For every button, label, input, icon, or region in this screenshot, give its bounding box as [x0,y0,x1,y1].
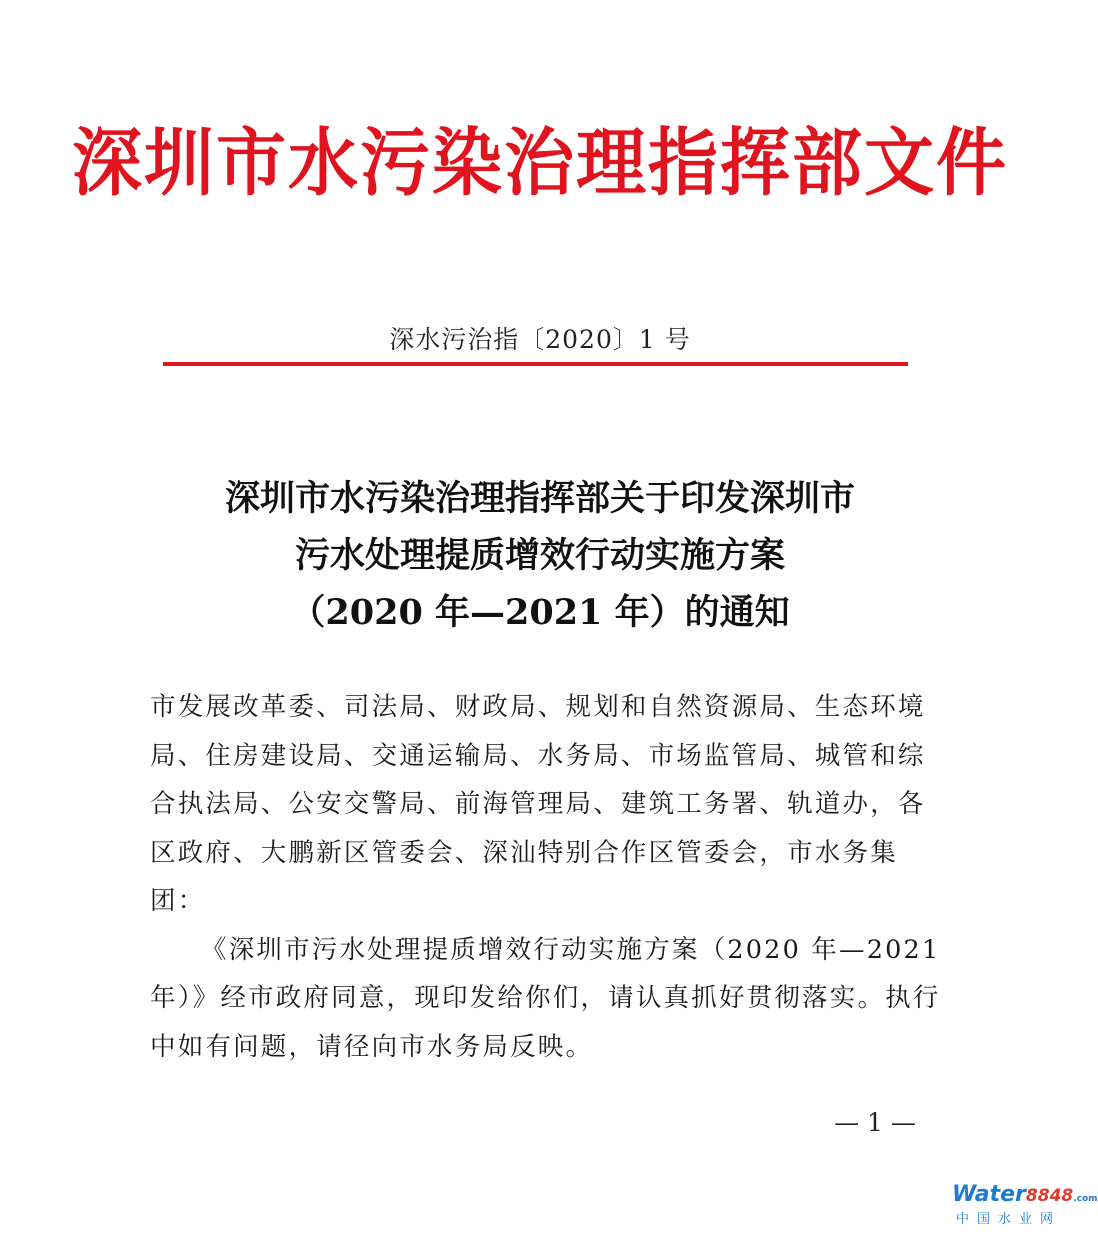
notice-title [0,470,1080,641]
watermark-brand-suffix: .com [1073,1194,1098,1204]
notice-title-line: 深圳市水污染治理指挥部关于印发深圳市 [224,478,855,519]
watermark-brand [952,1182,1098,1211]
site-watermark-logo [952,1182,1098,1231]
watermark-brand-cn: 中国水业网 [956,1212,1062,1227]
watermark-brand-prefix: Water [952,1182,1026,1207]
document-number: 深水污治指〔2020〕1 号 [389,325,691,354]
red-divider [163,362,908,366]
notice-body [150,683,945,1071]
notice-title-line: （2020 年—2021 年）的通知 [290,592,790,633]
recipients-paragraph: 市发展改革委、司法局、财政局、规划和自然资源局、生态环境局、住房建设局、交通运输局、水务局、市场监管局、城管和综合执法局、公安交警局、前海管理局、建筑工务署、轨道办，各区政府、大鹏新区管委会、深汕特别合作区管委会，市水务集团： [150,692,926,916]
page-number: — 1 — [834,1108,916,1137]
watermark-brand-number: 8848 [1025,1186,1074,1206]
document-header-title: 深圳市水污染治理指挥部文件 [72,119,1008,207]
notice-title-line: 污水处理提质增效行动实施方案 [294,535,785,576]
main-paragraph: 《深圳市污水处理提质增效行动实施方案（2020 年—2021 年）》经市政府同意，现印发给你们，请认真抓好贯彻落实。执行中如有问题，请径向市水务局反映。 [150,934,941,1062]
